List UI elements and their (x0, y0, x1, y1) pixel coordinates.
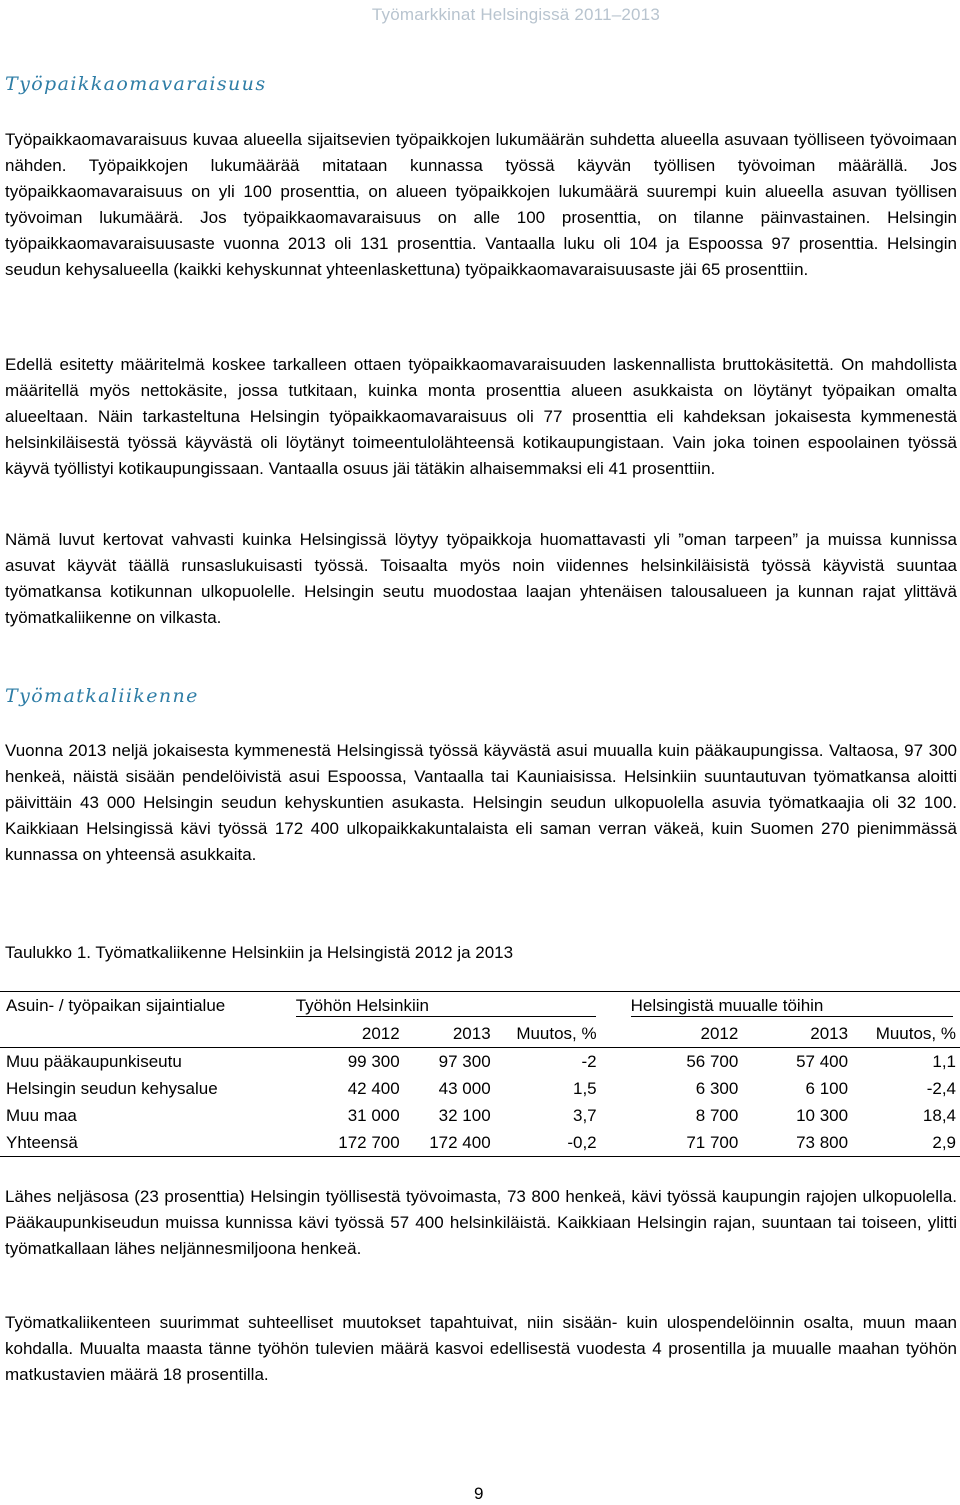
table-cell: 43 000 (438, 1078, 491, 1098)
table-cell: -0,2 (491, 1129, 597, 1157)
row-label: Muu maa (6, 1105, 77, 1125)
paragraph: Työmatkaliikenteen suurimmat suhteelliset muutokset tapahtuivat, niin sisään- kuin ulospendelöinnin osalta, muun maan kohdalla. Muualta maasta tänne työhön tulevien määrä kasvoi edellisestä vuodesta 4 prosentilla ja muualle maahan työhön matkustavien määrä 18 prosentilla. (5, 1313, 957, 1384)
section-heading-tyomatkaliikenne: Työmatkaliikenne (5, 685, 199, 707)
paragraph: Edellä esitetty määritelmä koskee tarkalleen ottaen työpaikkaomavaraisuuden laskennallista bruttokäsitettä. On mahdollista määritellä myös nettokäsite, jossa tutkitaan, kuinka monta prosenttia alueen asukkaista on löytänyt työpaikan omalta alueeltaan. Näin tarkasteltuna Helsingin työpaikkaomavaraisuus oli 77 prosenttia eli kahdeksan jokaisesta kymmenestä helsinkiläisestä työssä käyvästä oli löytänyt toimeentulolähteensä kotikaupungistaan. Vain joka toinen espoolainen työssä käyvä työllistyi kotikaupungissaan. Vantaalla osuus jäi tätäkin alhaisemmaksi eli 41 prosenttiin. (5, 355, 957, 478)
table-cell: 172 400 (400, 1129, 491, 1157)
row-label: Helsingin seudun kehysalue (6, 1078, 218, 1098)
table-cell: 1,1 (932, 1051, 956, 1071)
table-cell: 8 700 (695, 1105, 739, 1125)
row-label: Muu pääkaupunkiseutu (6, 1051, 182, 1071)
paragraph: Työpaikkaomavaraisuus kuvaa alueella sijaitsevien työpaikkojen lukumäärän suhdetta alueella asuvaan työlliseen työvoimaan nähden. Työpaikkojen lukumäärää mitataan kunnassa työssä käyvän työllisen työvoiman määrällä. Jos työpaikkaomavaraisuus on yli 100 prosenttia, on alueen työpaikkojen lukumäärä suurempi kuin alueella asuvan työllisen työvoiman lukumäärä. Jos työpaikkaomavaraisuus on alle 100 prosenttia, on tilanne päinvastainen. Helsingin työpaikkaomavaraisuusaste vuonna 2013 oli 131 prosenttia. Vantaalla luku oli 104 ja Espoossa 97 prosenttia. Helsingin seudun kehysalueella (kaikki kehyskunnat yhteenlaskettuna) työpaikkaomavaraisuusaste jäi 65 prosenttiin. (5, 130, 957, 279)
column-header: 2012 (700, 1023, 739, 1043)
table-cell: 73 800 (738, 1129, 848, 1157)
table-row (0, 1048, 960, 1076)
table-cell: 32 100 (438, 1105, 491, 1125)
table-cell: 1,5 (572, 1078, 597, 1098)
table-cell: 99 300 (347, 1051, 400, 1071)
running-header: Työmarkkinat Helsingissä 2011–2013 (371, 5, 660, 24)
column-header: Muutos, % (516, 1023, 597, 1043)
group-header-in: Työhön Helsinkiin (296, 992, 597, 1021)
table-cell: -2 (581, 1051, 597, 1071)
table-cell: 6 300 (695, 1078, 739, 1098)
paragraph: Vuonna 2013 neljä jokaisesta kymmenestä Helsingissä työssä käyvästä asui muualla kuin pääkaupungissa. Valtaosa, 97 300 henkeä, näistä sisään pendelöivistä asui Espoossa, Vantaalla tai Kauniaisissa. Helsinkiin suuntautuvan työmatkansa aloitti päivittäin 43 000 Helsingin seudun kehyskuntien asukasta. Helsingin seudun ulkopuolella asuvia työmatkaajia oli 32 100. Kaikkiaan Helsingissä kävi työssä 172 400 ulkopaikkakuntalaista eli saman verran väkeä, kuin Suomen 270 pienimmässä kunnassa on yhteensä asukkaita. (5, 741, 957, 864)
row-header: Asuin- / työpaikan sijaintialue (6, 996, 226, 1015)
table-total-row (0, 1129, 960, 1157)
table-cell: 3,7 (572, 1105, 597, 1125)
table-cell: 56 700 (686, 1051, 739, 1071)
table-cell: 97 300 (438, 1051, 491, 1071)
column-header: 2013 (810, 1023, 849, 1043)
table-cell: 18,4 (922, 1105, 956, 1125)
table-cell: 2,9 (848, 1129, 960, 1157)
table-row (0, 1075, 960, 1102)
section-heading-tyopaikkaomavaraisuus: Työpaikkaomavaraisuus (5, 73, 267, 95)
table-cell: 57 400 (796, 1051, 849, 1071)
group-header-out: Helsingistä muualle töihin (631, 992, 960, 1021)
table-cell: 6 100 (805, 1078, 849, 1098)
row-label: Yhteensä (0, 1129, 296, 1157)
column-header: 2012 (361, 1023, 400, 1043)
page-number: 9 (474, 1484, 484, 1503)
table-cell: 42 400 (347, 1078, 400, 1098)
table-cell: -2,4 (926, 1078, 956, 1098)
column-header: 2013 (452, 1023, 491, 1043)
commuting-table (0, 991, 960, 1157)
table-header-row (0, 992, 960, 1021)
table-row (0, 1102, 960, 1129)
table-cell: 172 700 (296, 1129, 400, 1157)
table-cell: 71 700 (631, 1129, 739, 1157)
table-cell: 10 300 (796, 1105, 849, 1125)
paragraph: Lähes neljäsosa (23 prosenttia) Helsingin työllisestä työvoimasta, 73 800 henkeä, kävi työssä kaupungin rajojen ulkopuolella. Pääkaupunkiseudun muissa kunnissa kävi työssä 57 400 helsinkiläistä. Kaikkiaan Helsingin rajan, suuntaan tai toiseen, ylitti työmatkallaan lähes neljännesmiljoona henkeä. (5, 1187, 957, 1258)
paragraph: Nämä luvut kertovat vahvasti kuinka Helsingissä löytyy työpaikkoja huomattavasti yli ”oman tarpeen” ja muissa kunnissa asuvat käyvät täällä runsaslukuisasti työssä. Toisaalta myös noin viidennes helsinkiläisistä työssä käyvistä suuntaa työmatkansa kotikunnan ulkopuolelle. Helsingin seutu muodostaa laajan yhtenäisen talousalueen ja kunnan rajat ylittävä työmatkaliikenne on vilkasta. (5, 530, 957, 627)
table-subheader-row (0, 1020, 960, 1048)
table-caption: Taulukko 1. Työmatkaliikenne Helsinkiin ja Helsingistä 2012 ja 2013 (5, 943, 514, 962)
table-cell: 31 000 (347, 1105, 400, 1125)
column-header: Muutos, % (875, 1023, 956, 1043)
